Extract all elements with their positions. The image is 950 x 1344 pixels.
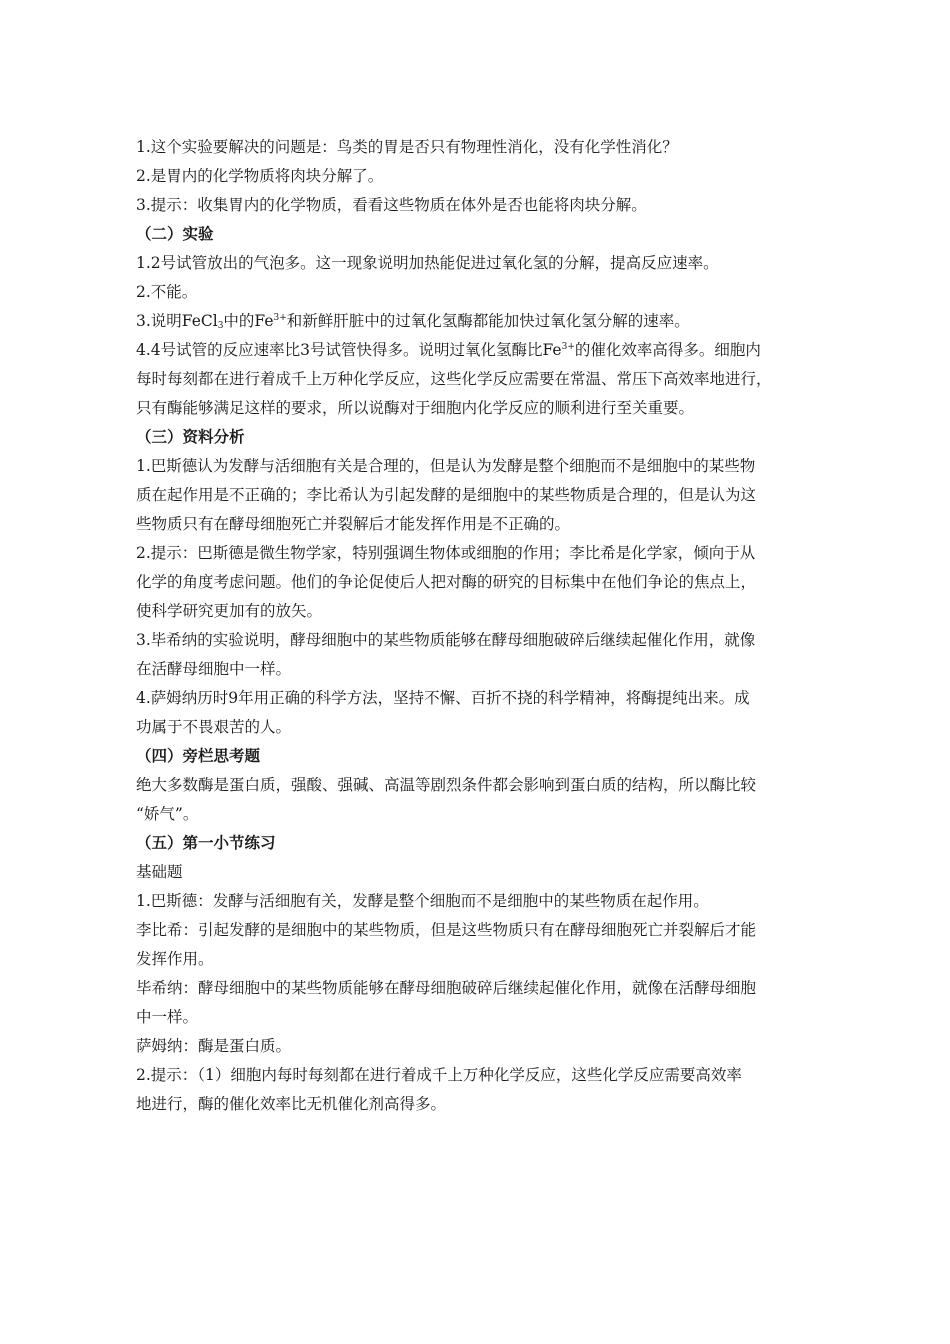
text-line: 使科学研究更加有的放矢。: [136, 602, 323, 620]
text-line: 2.提示：（1）细胞内每时每刻都在进行着成千上万种化学反应，这些化学反应需要高效率: [136, 1066, 742, 1084]
text-line: 在活酵母细胞中一样。: [136, 660, 292, 678]
text-line: 萨姆纳：酶是蛋白质。: [136, 1037, 292, 1055]
text-line: 基础题: [136, 863, 183, 881]
text-line: 发挥作用。: [136, 950, 214, 968]
section-heading: （三）资料分析: [136, 428, 245, 446]
text-line: 4.萨姆纳历时9年用正确的科学方法，坚持不懈、百折不挠的科学精神，将酶提纯出来。成: [136, 689, 750, 707]
text-line: 1.这个实验要解决的问题是：鸟类的胃是否只有物理性消化，没有化学性消化？: [136, 138, 678, 156]
text-segment: 中的Fe: [223, 312, 274, 330]
text-line: 化学的角度考虑问题。他们的争论促使后人把对酶的研究的目标集中在他们争论的焦点上，: [136, 573, 757, 591]
text-line: 中一样。: [136, 1008, 199, 1026]
section-heading: （二）实验: [136, 225, 214, 243]
text-line: 功属于不畏艰苦的人。: [136, 718, 292, 736]
text-segment: 和新鲜肝脏中的过氧化氢酶都能加快过氧化氢分解的速率。: [286, 312, 690, 330]
text-line: 地进行，酶的催化效率比无机催化剂高得多。: [136, 1095, 447, 1113]
text-line: 毕希纳：酵母细胞中的某些物质能够在酵母细胞破碎后继续起催化作用，就像在活酵母细胞: [136, 979, 757, 997]
document-body: [136, 133, 816, 1119]
text-line: 只有酶能够满足这样的要求，所以说酶对于细胞内化学反应的顺利进行至关重要。: [136, 399, 695, 417]
text-line: “娇气”。: [136, 805, 199, 823]
text-line: 1.2号试管放出的气泡多。这一现象说明加热能促进过氧化氢的分解，提高反应速率。: [136, 254, 719, 272]
section-heading: （五）第一小节练习: [136, 834, 276, 852]
text-line: 3.毕希纳的实验说明，酵母细胞中的某些物质能够在酵母细胞破碎后继续起催化作用，就像: [136, 631, 756, 649]
text-line: 2.是胃内的化学物质将肉块分解了。: [136, 167, 384, 185]
text-line: 2.不能。: [136, 283, 198, 301]
text-line: 1.巴斯德：发酵与活细胞有关，发酵是整个细胞而不是细胞中的某些物质在起作用。: [136, 892, 709, 910]
text-segment: 3.说明FeCl: [136, 312, 218, 330]
text-segment: 的催化效率高得多。细胞内: [574, 341, 761, 359]
text-line: 1.巴斯德认为发酵与活细胞有关是合理的，但是认为发酵是整个细胞而不是细胞中的某些物: [136, 457, 756, 475]
section-heading: （四）旁栏思考题: [136, 747, 261, 765]
text-line: 3.提示：收集胃内的化学物质，看看这些物质在体外是否也能将肉块分解。: [136, 196, 647, 214]
superscript: 3+: [273, 313, 287, 323]
text-line: [136, 336, 816, 365]
text-segment: 4.4号试管的反应速率比3号试管快得多。说明过氧化氢酶比Fe: [136, 341, 562, 359]
text-line: 2.提示：巴斯德是微生物学家，特别强调生物体或细胞的作用；李比希是化学家，倾向于从: [136, 544, 756, 562]
text-line: 绝大多数酶是蛋白质，强酸、强碱、高温等剧烈条件都会影响到蛋白质的结构，所以酶比较: [136, 776, 757, 794]
text-line: 质在起作用是不正确的；李比希认为引起发酵的是细胞中的某些物质是合理的，但是认为这: [136, 486, 757, 504]
superscript: 3+: [561, 342, 575, 352]
subscript: 3: [217, 321, 224, 331]
text-line: 些物质只有在酵母细胞死亡并裂解后才能发挥作用是不正确的。: [136, 515, 571, 533]
text-line: 李比希：引起发酵的是细胞中的某些物质，但是这些物质只有在酵母细胞死亡并裂解后才能: [136, 921, 757, 939]
text-line: 每时每刻都在进行着成千上万种化学反应，这些化学反应需要在常温、常压下高效率地进行，: [136, 370, 772, 388]
text-line: [136, 307, 816, 336]
